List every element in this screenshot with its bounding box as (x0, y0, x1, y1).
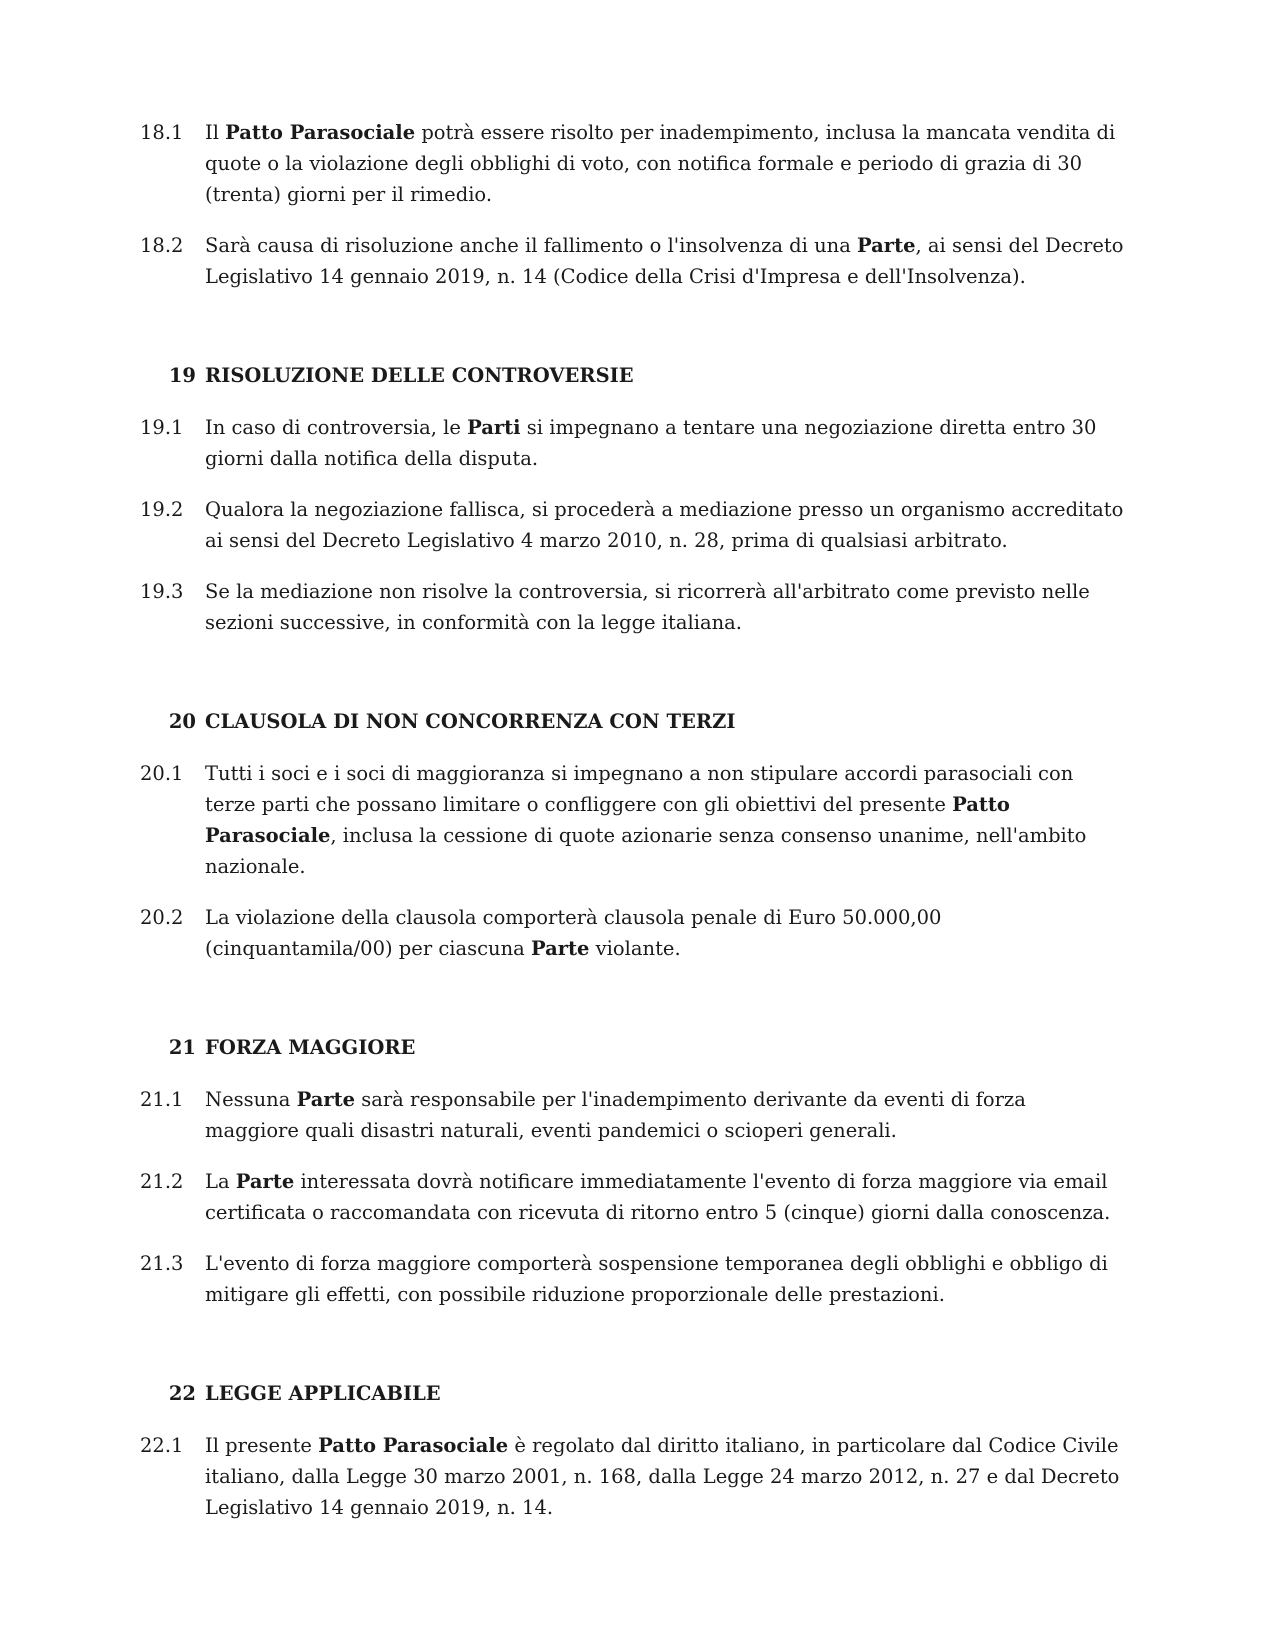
clause (140, 1166, 1125, 1228)
clause-text-segment: è regolato dal diritto italiano, in particolare dal Codice Civile italiano, dalla Legge 30 marzo 2001, n. 168, dalla Legge 24 marzo 2012, n. 27 e dal Decreto Legislativo 14 gennaio 2019, n. 14. (205, 1434, 1120, 1519)
clause-text-segment: , inclusa la cessione di quote azionarie senza consenso unanime, nell'ambito nazionale. (205, 824, 1087, 878)
clause-number: 19.2 (140, 498, 184, 521)
clause-text-segment: interessata dovrà notificare immediatamente l'evento di forza maggiore via email certificata o raccomandata con ricevuta di ritorno entro 5 (cinque) giorni dalla conoscenza. (205, 1170, 1111, 1224)
defined-term: Parte (296, 1088, 356, 1111)
clause-text (205, 1166, 1125, 1228)
section-number: 19 (168, 364, 196, 387)
clause (140, 494, 1125, 556)
section-number: 20 (168, 710, 196, 733)
section-number: 21 (168, 1036, 196, 1059)
section-title: LEGGE APPLICABILE (205, 1382, 441, 1405)
clause-text (205, 494, 1125, 556)
clause-text-segment: violante. (589, 937, 681, 960)
clause-text-segment: Nessuna (205, 1088, 297, 1111)
clause-text-segment: potrà essere risolto per inadempimento, inclusa la mancata vendita di quote o la violazione degli obblighi di voto, con notifica formale e periodo di grazia di 30 (trenta) giorni per il rimedio. (205, 121, 1116, 206)
defined-term: Patto Parasociale (225, 121, 416, 144)
section-title: RISOLUZIONE DELLE CONTROVERSIE (205, 364, 634, 387)
clause-text (205, 758, 1125, 882)
clause-number: 18.1 (140, 121, 184, 144)
clause-number: 19.1 (140, 416, 184, 439)
clause-text (205, 902, 1125, 964)
clause (140, 412, 1125, 474)
clause-text (205, 230, 1125, 292)
clause-number: 21.2 (140, 1170, 184, 1193)
clause-text-segment: Tutti i soci e i soci di maggioranza si impegnano a non stipulare accordi parasociali con terze parti che possano limitare o confliggere con gli obiettivi del presente (205, 762, 1074, 816)
clause-text (205, 1248, 1125, 1310)
clause-number: 21.1 (140, 1088, 184, 1111)
defined-term: Patto Parasociale (318, 1434, 509, 1457)
clause-text-segment: Il (205, 121, 226, 144)
defined-term: Parte (531, 937, 590, 960)
clause-text-segment: Sarà causa di risoluzione anche il fallimento o l'insolvenza di una (205, 234, 858, 257)
clause-text (205, 117, 1125, 210)
clause-text-segment: L'evento di forza maggiore comporterà sospensione temporanea degli obblighi e obbligo di mitigare gli effetti, con possibile riduzione proporzionale delle prestazioni. (205, 1252, 1108, 1306)
clause (140, 1430, 1125, 1523)
section-heading (140, 706, 1125, 737)
clause (140, 230, 1125, 292)
clause-text-segment: Il presente (205, 1434, 319, 1457)
defined-term: Parte (857, 234, 916, 257)
defined-term: Parte (235, 1170, 295, 1193)
section-title: CLAUSOLA DI NON CONCORRENZA CON TERZI (205, 710, 736, 733)
section-heading (140, 360, 1125, 391)
clause-text-segment: si impegnano a tentare una negoziazione diretta entro 30 giorni dalla notifica della disputa. (205, 416, 1097, 470)
clause-number: 20.2 (140, 906, 184, 929)
clause-text (205, 412, 1125, 474)
clause-text-segment: Qualora la negoziazione fallisca, si procederà a mediazione presso un organismo accreditato ai sensi del Decreto Legislativo 4 marzo 2010, n. 28, prima di qualsiasi arbitrato. (205, 498, 1124, 552)
section-heading (140, 1378, 1125, 1409)
clause-number: 22.1 (140, 1434, 184, 1457)
clause-number: 21.3 (140, 1252, 184, 1275)
clause-number: 18.2 (140, 234, 184, 257)
section-heading (140, 1032, 1125, 1063)
clause-text-segment: In caso di controversia, le (205, 416, 468, 439)
clause-text-segment: , ai sensi del Decreto Legislativo 14 gennaio 2019, n. 14 (Codice della Crisi d'Impresa e dell'Insolvenza). (205, 234, 1124, 288)
document-body (140, 117, 1125, 1523)
defined-term: Patto Parasociale (205, 793, 1010, 847)
clause-text-segment: sarà responsabile per l'inadempimento derivante da eventi di forza maggiore quali disastri naturali, eventi pandemici o scioperi generali. (205, 1088, 1026, 1142)
section-title: FORZA MAGGIORE (205, 1036, 416, 1059)
clause (140, 576, 1125, 638)
clause (140, 902, 1125, 964)
clause (140, 1248, 1125, 1310)
clause (140, 1084, 1125, 1146)
clause-text (205, 576, 1125, 638)
clause-text (205, 1430, 1125, 1523)
clause-text-segment: La (205, 1170, 236, 1193)
clause-text (205, 1084, 1125, 1146)
defined-term: Parti (467, 416, 521, 439)
section-number: 22 (168, 1382, 196, 1405)
clause (140, 758, 1125, 882)
clause (140, 117, 1125, 210)
clause-number: 20.1 (140, 762, 184, 785)
clause-number: 19.3 (140, 580, 184, 603)
clause-text-segment: Se la mediazione non risolve la controversia, si ricorrerà all'arbitrato come previsto nelle sezioni successive, in conformità con la legge italiana. (205, 580, 1090, 634)
clause-text-segment: La violazione della clausola comporterà clausola penale di Euro 50.000,00 (cinquantamila/00) per ciascuna (205, 906, 942, 960)
